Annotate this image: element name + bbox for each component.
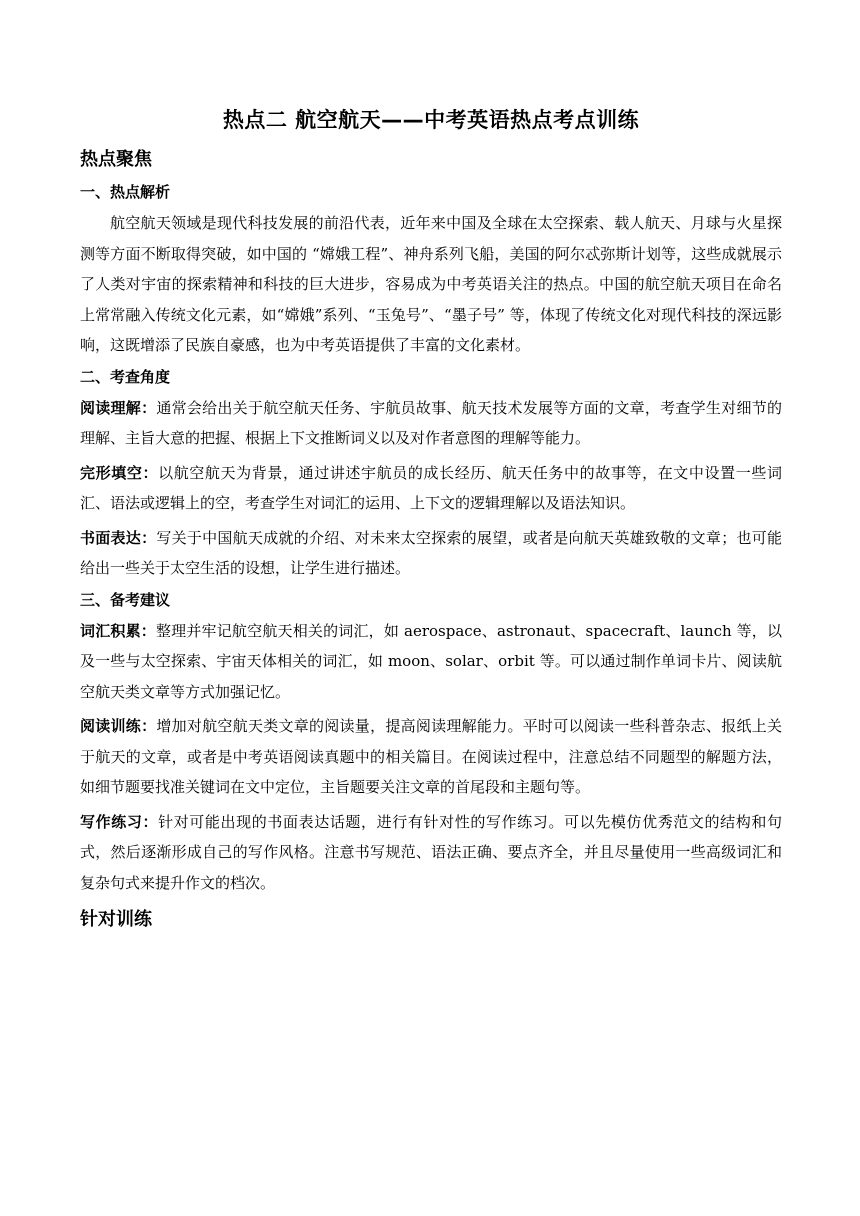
exam-angle-reading [80, 393, 782, 454]
advice-vocabulary-text: 整理并牢记航空航天相关的词汇，如 aerospace、astronaut、spacecraft、launch 等，以及一些与太空探索、宇宙天体相关的词汇，如 moon、solar、orbit 等。可以通过制作单词卡片、阅读航空航天类文章等方式加强记忆。 [80, 621, 782, 701]
exam-angle-cloze-label: 完形填空： [80, 463, 159, 482]
advice-writing-text: 针对可能出现的书面表达话题，进行有针对性的写作练习。可以先模仿优秀范文的结构和句式，然后逐渐形成自己的写作风格。注意书写规范、语法正确、要点齐全，并且尽量使用一些高级词汇和复杂句式来提升作文的档次。 [80, 812, 782, 892]
document-title: 热点二 航空航天——中考英语热点考点训练 [222, 108, 640, 132]
advice-writing-label: 写作练习： [80, 812, 159, 831]
exam-angle-cloze-text: 以航空航天为背景，通过讲述宇航员的成长经历、航天任务中的故事等，在文中设置一些词汇、语法或逻辑上的空，考查学生对词汇的运用、上下文的逻辑理解以及语法知识。 [80, 463, 782, 512]
analysis-paragraph: 航空航天领域是现代科技发展的前沿代表，近年来中国及全球在太空探索、载人航天、月球与火星探测等方面不断取得突破，如中国的 “嫦娥工程”、神舟系列飞船，美国的阿尔忒弥斯计划等，这些成就展示了人类对宇宙的探索精神和科技的巨大进步，容易成为中考英语关注的热点。中国的航空航天项目在命名上常常融入传统文化元素，如“嫦娥”系列、“玉兔号”、“墨子号” 等，体现了传统文化对现代科技的深远影响，这既增添了民族自豪感，也为中考英语提供了丰富的文化素材。 [80, 214, 782, 354]
exam-angle-writing-text: 写关于中国航天成就的介绍、对未来太空探索的展望，或者是向航天英雄致敬的文章；也可能给出一些关于太空生活的设想，让学生进行描述。 [80, 528, 782, 577]
section-heading-targeted-training: 针对训练 [80, 909, 152, 930]
subheading-analysis: 一、热点解析 [80, 183, 171, 201]
exam-angle-writing-label: 书面表达： [80, 528, 157, 547]
subheading-prep-advice: 三、备考建议 [80, 590, 171, 609]
exam-angle-reading-label: 阅读理解： [80, 398, 157, 417]
advice-reading-text: 增加对航空航天类文章的阅读量，提高阅读理解能力。平时可以阅读一些科普杂志、报纸上关于航天的文章，或者是中考英语阅读真题中的相关篇目。在阅读过程中，注意总结不同题型的解题方法，如细节题要找准关键词在文中定位，主旨题要关注文章的首尾段和主题句等。 [80, 717, 782, 796]
advice-writing [80, 807, 782, 899]
advice-vocabulary-label: 词汇积累： [80, 621, 156, 640]
advice-reading-label: 阅读训练： [80, 717, 157, 735]
advice-vocabulary [80, 616, 782, 708]
exam-angle-writing [80, 523, 782, 584]
advice-reading [80, 711, 782, 803]
subheading-exam-angles: 二、考查角度 [80, 367, 171, 386]
exam-angle-cloze [80, 458, 782, 519]
document-page [80, 104, 782, 940]
section-heading-hotspot-focus: 热点聚焦 [80, 149, 152, 170]
exam-angle-reading-text: 通常会给出关于航空航天任务、宇航员故事、航天技术发展等方面的文章，考查学生对细节的理解、主旨大意的把握、根据上下文推断词义以及对作者意图的理解等能力。 [80, 398, 782, 447]
